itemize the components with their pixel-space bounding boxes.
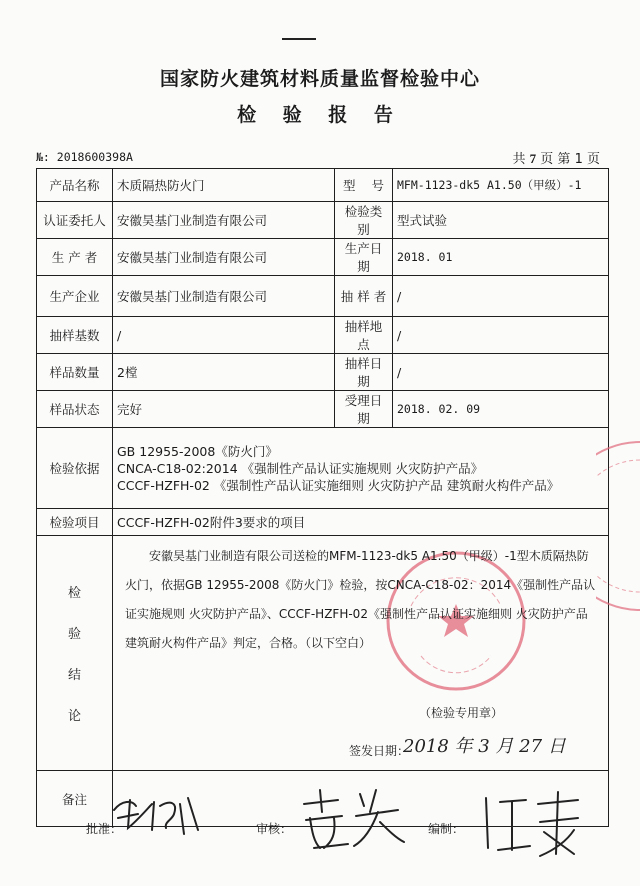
table-row bbox=[37, 391, 609, 428]
category-value: 型式试验 bbox=[393, 202, 609, 239]
table-row bbox=[37, 317, 609, 354]
table-row bbox=[37, 536, 609, 771]
model-label: 型 号 bbox=[335, 169, 393, 202]
sample-date-label: 抽样日期 bbox=[335, 354, 393, 391]
conclusion-label-char: 论 bbox=[67, 709, 81, 724]
report-title: 检 验 报 告 bbox=[237, 104, 403, 126]
reviewer-signature-icon bbox=[294, 782, 414, 856]
compiler-signature-icon bbox=[478, 788, 590, 862]
sign-date-handwritten: 2018 年 3 月 27 日 bbox=[403, 736, 566, 757]
sampler-label: 抽 样 者 bbox=[335, 276, 393, 317]
sample-base-value: / bbox=[113, 317, 335, 354]
product-name-value: 木质隔热防火门 bbox=[113, 169, 335, 202]
items-value: CCCF-HZFH-02附件3要求的项目 bbox=[113, 509, 609, 536]
sample-qty-value: 2樘 bbox=[113, 354, 335, 391]
page-current: 1 bbox=[574, 152, 583, 167]
seal-caption: （检验专用章） bbox=[419, 706, 504, 720]
review-label: 审核： bbox=[256, 822, 293, 836]
conclusion-cell bbox=[113, 536, 609, 771]
approver-signature-icon bbox=[108, 790, 204, 836]
category-label: 检验类别 bbox=[335, 202, 393, 239]
model-value: MFM-1123-dk5 A1.50（甲级）-1 bbox=[393, 169, 609, 202]
accept-date-value: 2018. 02. 09 bbox=[393, 391, 609, 428]
conclusion-paragraph: 安徽昊基门业制造有限公司送检的MFM-1123-dk5 A1.50（甲级）-1型木质隔热防火门，依据GB 12955-2008《防火门》检验，按CNCA-C18-02：2014《强制性产品认证实施规则 火灾防护产品》、CCCF-HZFH-02《强制性产品认证实施细则 火灾防护产品 建筑耐火构件产品》判定，合格。（以下空白） bbox=[125, 549, 596, 650]
conclusion-label-char: 结 bbox=[67, 668, 81, 683]
sample-state-value: 完好 bbox=[113, 391, 335, 428]
sample-place-label: 抽样地点 bbox=[335, 317, 393, 354]
table-row bbox=[37, 354, 609, 391]
basis-line: CNCA-C18-02:2014 《强制性产品认证实施规则 火灾防护产品》 bbox=[117, 460, 484, 476]
remarks-label: 备注 bbox=[37, 771, 113, 827]
producer-value: 安徽昊基门业制造有限公司 bbox=[113, 239, 335, 276]
report-table bbox=[36, 168, 609, 827]
page-middle: 页 第 bbox=[540, 152, 571, 167]
table-row bbox=[37, 428, 609, 509]
conclusion-label bbox=[37, 536, 113, 771]
client-value: 安徽昊基门业制造有限公司 bbox=[113, 202, 335, 239]
conclusion-label-char: 检 bbox=[67, 586, 81, 601]
sampler-value: / bbox=[393, 276, 609, 317]
manufacturer-label: 生产企业 bbox=[37, 276, 113, 317]
basis-label: 检验依据 bbox=[37, 428, 113, 509]
sample-place-value: / bbox=[393, 317, 609, 354]
conclusion-text bbox=[113, 536, 608, 658]
report-number: №: 2018600398A bbox=[36, 150, 133, 164]
page-total: 7 bbox=[529, 151, 537, 166]
table-row bbox=[37, 202, 609, 239]
sign-date-label: 签发日期： bbox=[349, 744, 410, 758]
page-prefix: 共 bbox=[512, 152, 526, 167]
page-count bbox=[512, 148, 600, 167]
basis-line: CCCF-HZFH-02 《强制性产品认证实施细则 火灾防护产品 建筑耐火构件产品》 bbox=[117, 477, 560, 493]
table-row bbox=[37, 169, 609, 202]
center-title: 国家防火建筑材料质量监督检验中心 bbox=[159, 68, 480, 90]
items-label: 检验项目 bbox=[37, 509, 113, 536]
manufacturer-value: 安徽昊基门业制造有限公司 bbox=[113, 276, 335, 317]
page-suffix: 页 bbox=[586, 152, 600, 167]
basis-line: GB 12955-2008《防火门》 bbox=[117, 443, 278, 459]
sample-date-value: / bbox=[393, 354, 609, 391]
producer-label: 生 产 者 bbox=[37, 239, 113, 276]
table-row bbox=[37, 509, 609, 536]
client-label: 认证委托人 bbox=[37, 202, 113, 239]
prod-date-value: 2018. 01 bbox=[393, 239, 609, 276]
sample-base-label: 抽样基数 bbox=[37, 317, 113, 354]
approve-label: 批准： bbox=[86, 822, 123, 836]
conclusion-area bbox=[113, 536, 608, 770]
sample-qty-label: 样品数量 bbox=[37, 354, 113, 391]
sample-state-label: 样品状态 bbox=[37, 391, 113, 428]
accept-date-label: 受理日期 bbox=[335, 391, 393, 428]
top-mark bbox=[282, 38, 316, 40]
conclusion-label-char: 验 bbox=[67, 627, 81, 642]
prod-date-label: 生产日期 bbox=[335, 239, 393, 276]
basis-value bbox=[113, 428, 609, 509]
compile-label: 编制： bbox=[428, 822, 465, 836]
product-name-label: 产品名称 bbox=[37, 169, 113, 202]
table-row bbox=[37, 239, 609, 276]
edge-seal-icon bbox=[596, 438, 640, 614]
table-row bbox=[37, 276, 609, 317]
